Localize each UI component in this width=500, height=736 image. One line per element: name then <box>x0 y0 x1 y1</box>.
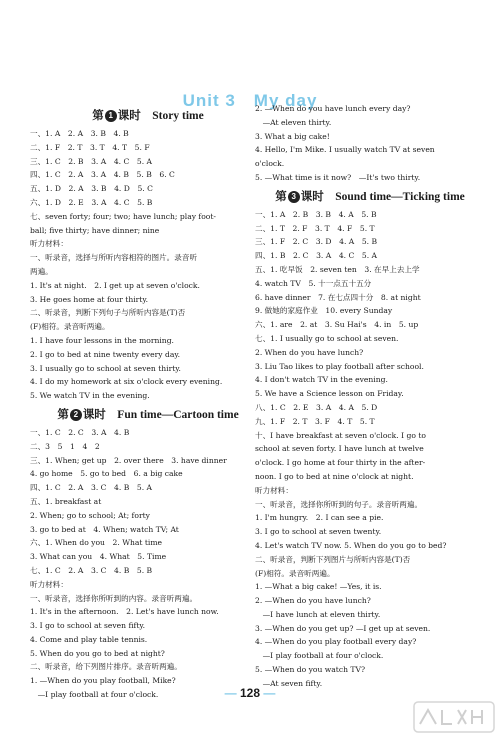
answer-line: 五、1. 吃早饭 2. seven ten 3. 在早上去上学 <box>255 264 420 274</box>
answer-line: 3. Liu Tao likes to play football after school. <box>255 361 424 371</box>
answer-line: 七、1. C 2. A 3. C 4. B 5. B <box>30 565 153 575</box>
answer-line: 三、1. F 2. C 3. D 4. A 5. B <box>255 237 378 247</box>
answer-line: 听力材料： <box>30 239 68 249</box>
answer-line: 4. go home 5. go to bed 6. a big cake <box>30 469 183 479</box>
answer-line: 1. It's at night. 2. I get up at seven o'clock. <box>30 280 200 290</box>
answer-line: 七、1. I usually go to school at seven. <box>255 333 399 343</box>
answer-line: —I have lunch at eleven thirty. <box>255 609 381 619</box>
answer-line: 4. watch TV 5. 十一点五十五分 <box>255 278 372 288</box>
answer-line: 四、1. C 2. A 3. A 4. B 5. B 6. C <box>30 170 175 180</box>
lesson-1-answers <box>30 127 266 403</box>
answer-line: 七、seven forty; four; two; have lunch; play foot- <box>30 211 216 221</box>
answer-line: 二、1. F 2. T 3. T 4. T 5. F <box>30 142 150 152</box>
answer-line: 2. When; go to school; At; forty <box>30 510 150 520</box>
answer-line: ball; five thirty; have dinner; nine <box>30 225 160 235</box>
lesson-3-answers <box>255 208 485 691</box>
answer-line: 3. —When do you get up? —I get up at seven. <box>255 623 431 633</box>
answer-line: 一、听录音，选择你所听到的内容。录音听两遍。 <box>30 593 198 603</box>
answer-line: 6. have dinner 7. 在七点四十分 8. at night <box>255 292 421 302</box>
answer-line: 3. What can you 4. What 5. Time <box>30 552 167 562</box>
answer-line: 5. —What time is it now? —It's two thirty. <box>255 172 421 182</box>
answer-line: 5. We watch TV in the evening. <box>30 391 150 401</box>
answer-line: 三、1. C 2. B 3. A 4. C 5. A <box>30 156 153 166</box>
answer-line: 1. —When do you play football, Mike? <box>30 676 176 686</box>
answer-line: 2. I go to bed at nine twenty every day. <box>30 349 181 359</box>
answer-line: 2. —When do you have lunch? <box>255 596 371 606</box>
answer-line: 4. I don't watch TV in the evening. <box>255 375 388 385</box>
answer-line: 4. Let's watch TV now. 5. When do you go to bed? <box>255 540 447 550</box>
answer-line: 4. Come and play table tennis. <box>30 634 148 644</box>
answer-line: 听力材料： <box>255 485 293 495</box>
answer-line: —I play football at four o'clock. <box>255 651 384 661</box>
lesson-3-prefix: 第 <box>275 190 287 203</box>
lesson-2-heading <box>30 405 266 425</box>
answer-line: —At seven fifty. <box>255 678 323 688</box>
answer-line: 1. It's in the afternoon. 2. Let's have lunch now. <box>30 607 219 617</box>
answer-line: 3. go to bed at 4. When; watch TV; At <box>30 524 179 534</box>
answer-line: —At eleven thirty. <box>255 117 332 127</box>
answer-line: —I play football at four o'clock. <box>30 690 159 700</box>
right-column <box>255 102 485 691</box>
answer-line: 3. What a big cake! <box>255 131 330 141</box>
answer-line: 1. —What a big cake! —Yes, it is. <box>255 582 382 592</box>
answer-line: 5. When do you go to bed at night? <box>30 648 165 658</box>
answer-line: 一、1. A 2. A 3. B 4. B <box>30 129 129 138</box>
answer-line: 2. —When do you have lunch every day? <box>255 104 411 113</box>
answer-line: 4. Hello, I'm Mike. I usually watch TV at seven <box>255 145 435 155</box>
lesson-1-prefix: 第 <box>92 110 104 122</box>
answer-line: 八、1. C 2. E 3. A 4. A 5. D <box>255 402 378 412</box>
answer-line: 四、1. B 2. C 3. A 4. C 5. A <box>255 251 378 261</box>
answer-line: 六、1. D 2. E 3. A 4. C 5. B <box>30 197 153 207</box>
lesson-2-answers <box>30 426 266 702</box>
answer-line: noon. I go to bed at nine o'clock at night. <box>255 471 414 481</box>
answer-line: o'clock. I go home at four thirty in the after- <box>255 458 426 468</box>
answer-line: 二、1. T 2. F 3. T 4. F 5. T <box>255 223 375 233</box>
answer-line: (F)相符。录音听两遍。 <box>255 568 335 578</box>
lesson-number-badge: 2 <box>70 409 82 421</box>
answer-line: 十、I have breakfast at seven o'clock. I go to <box>255 430 426 440</box>
lesson-number-badge: 3 <box>288 191 300 203</box>
answer-line: 六、1. are 2. at 3. Su Hai's 4. in 5. up <box>255 320 419 330</box>
answer-line: school at seven forty. I have lunch at twelve <box>255 444 424 454</box>
left-column <box>30 104 266 702</box>
answer-line: 3. I usually go to school at seven thirty. <box>30 363 181 373</box>
page-number: — 128 — <box>224 686 276 700</box>
lesson-2-prefix: 第 <box>57 408 69 421</box>
answer-line: 1. I'm hungry. 2. I can see a pie. <box>255 513 384 523</box>
answer-line: 1. I have four lessons in the morning. <box>30 335 174 345</box>
answer-line: 二、听录音，判断下列句子与所听内容是(T)否 <box>30 308 186 318</box>
answer-line: 听力材料： <box>30 579 68 589</box>
answer-line: 五、1. breakfast at <box>30 496 102 506</box>
answer-line: 九、1. F 2. T 3. F 4. T 5. T <box>255 416 375 426</box>
answer-line: 4. I do my homework at six o'clock every evening. <box>30 377 223 387</box>
lesson-2-answers-continued <box>255 102 485 185</box>
answer-line: 3. I go to school at seven twenty. <box>255 527 382 537</box>
answer-line: 2. When do you have lunch? <box>255 347 364 357</box>
answer-line: 四、1. C 2. A 3. C 4. B 5. A <box>30 483 153 493</box>
unit-title: Unit 3 My day <box>182 91 318 110</box>
answer-line: 两遍。 <box>30 266 53 276</box>
answer-line: 六、1. When do you 2. What time <box>30 538 163 548</box>
page-number-value: 128 <box>239 686 261 700</box>
lesson-3-title: 课时 Sound time—Ticking time <box>300 190 465 203</box>
answer-line: 9. 做她的家庭作业 10. every Sunday <box>255 306 393 316</box>
answer-line: 4. —When do you play football every day? <box>255 637 417 647</box>
answer-line: 二、听录音，给下列图片排序。录音听两遍。 <box>30 662 182 672</box>
lesson-2-title: 课时 Fun time—Cartoon time <box>82 408 239 421</box>
answer-line: 3. He goes home at four thirty. <box>30 294 149 304</box>
answer-line: 一、听录音，选择你所听到的句子。录音听两遍。 <box>255 499 423 509</box>
lesson-number-badge: 1 <box>105 110 117 122</box>
lesson-1-heading <box>30 106 266 126</box>
watermark-logo-icon <box>412 700 496 734</box>
answer-line: 一、听录音，选择与所听内容相符的图片。录音听 <box>30 253 198 263</box>
answer-line: 5. —When do you watch TV? <box>255 665 366 675</box>
answer-line: 5. We have a Science lesson on Friday. <box>255 389 404 399</box>
answer-line: 一、1. C 2. C 3. A 4. B <box>30 427 130 437</box>
answer-line: 3. I go to school at seven fifty. <box>30 621 146 631</box>
answer-line: 三、1. When; get up 2. over there 3. have dinner <box>30 455 227 465</box>
answer-line: 五、1. D 2. A 3. B 4. D 5. C <box>30 184 153 194</box>
lesson-1-title: 课时 Story time <box>117 110 204 122</box>
answer-line: (F)相符。录音听两遍。 <box>30 322 110 332</box>
lesson-3-heading <box>255 187 485 207</box>
answer-line: 二、3 5 1 4 2 <box>30 441 100 451</box>
answer-line: 二、听录音，判断下列图片与所听内容是(T)否 <box>255 554 411 564</box>
answer-line: 一、1. A 2. B 3. B 4. A 5. B <box>255 209 377 219</box>
answer-line: o'clock. <box>255 159 285 169</box>
